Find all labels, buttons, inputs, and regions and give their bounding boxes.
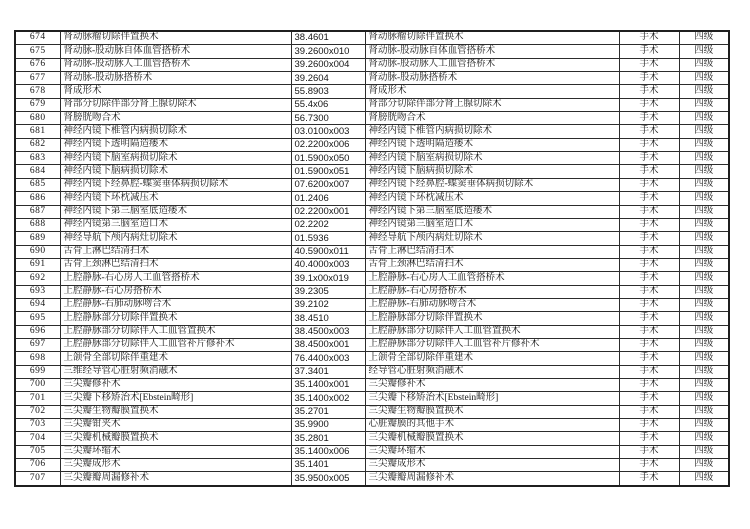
table-row xyxy=(15,352,729,365)
category-cell: 手术 xyxy=(619,45,679,58)
standard-procedure-name-cell: 神经内镜第三脑室造口术 xyxy=(365,218,619,231)
level-cell: 四级 xyxy=(679,245,729,258)
row-number-cell: 675 xyxy=(15,45,60,58)
row-number-cell: 685 xyxy=(15,178,60,191)
row-number-cell: 692 xyxy=(15,272,60,285)
table-row xyxy=(15,258,729,271)
category-cell: 手术 xyxy=(619,178,679,191)
table-row xyxy=(15,138,729,151)
level-cell: 四级 xyxy=(679,218,729,231)
level-cell: 四级 xyxy=(679,272,729,285)
category-cell: 手术 xyxy=(619,405,679,418)
procedure-code-cell: 40.4000x003 xyxy=(291,258,365,271)
row-number-cell: 697 xyxy=(15,338,60,351)
row-number-cell: 680 xyxy=(15,112,60,125)
row-number-cell: 688 xyxy=(15,218,60,231)
standard-procedure-name-cell: 上腔静脉部分切除伴置换术 xyxy=(365,312,619,325)
table-row xyxy=(15,205,729,218)
standard-procedure-name-cell: 三尖瓣成形术 xyxy=(365,459,619,472)
category-cell: 手术 xyxy=(619,192,679,205)
procedure-code-cell: 40.5900x011 xyxy=(291,245,365,258)
row-number-cell: 683 xyxy=(15,152,60,165)
standard-procedure-name-cell: 神经内镜下第三脑室底造瘘术 xyxy=(365,205,619,218)
procedure-name-cell: 上颌骨全部切除伴重建术 xyxy=(60,352,291,365)
procedure-name-cell: 肾动脉-股动脉自体血管搭桥术 xyxy=(60,45,291,58)
standard-procedure-name-cell: 神经内镜下透明隔造瘘术 xyxy=(365,138,619,151)
category-cell: 手术 xyxy=(619,205,679,218)
procedure-name-cell: 肾膀胱吻合术 xyxy=(60,112,291,125)
procedure-code-cell: 56.7300 xyxy=(291,112,365,125)
table-row xyxy=(15,298,729,311)
table-row xyxy=(15,112,729,125)
table-row xyxy=(15,405,729,418)
table-row xyxy=(15,312,729,325)
procedure-name-cell: 神经内镜下脑病损切除术 xyxy=(60,165,291,178)
procedure-name-cell: 上腔静脉部分切除伴置换术 xyxy=(60,312,291,325)
category-cell: 手术 xyxy=(619,445,679,458)
table-row xyxy=(15,152,729,165)
procedure-code-cell: 39.2604 xyxy=(291,72,365,85)
category-cell: 手术 xyxy=(619,245,679,258)
table-row xyxy=(15,432,729,445)
table-row xyxy=(15,272,729,285)
level-cell: 四级 xyxy=(679,352,729,365)
category-cell: 手术 xyxy=(619,312,679,325)
level-cell: 四级 xyxy=(679,459,729,472)
category-cell: 手术 xyxy=(619,72,679,85)
row-number-cell: 700 xyxy=(15,378,60,391)
procedure-name-cell: 神经内镜下第三脑室底造瘘术 xyxy=(60,205,291,218)
procedure-name-cell: 神经内镜下透明隔造瘘术 xyxy=(60,138,291,151)
row-number-cell: 687 xyxy=(15,205,60,218)
procedure-code-cell: 55.8903 xyxy=(291,85,365,98)
table-row xyxy=(15,232,729,245)
row-number-cell: 702 xyxy=(15,405,60,418)
standard-procedure-name-cell: 肾动脉瘤切除伴置换术 xyxy=(365,31,619,45)
procedure-code-cell: 35.1400x001 xyxy=(291,378,365,391)
table-row xyxy=(15,31,729,45)
row-number-cell: 681 xyxy=(15,125,60,138)
level-cell: 四级 xyxy=(679,378,729,391)
standard-procedure-name-cell: 上腔静脉-右肺动脉吻合术 xyxy=(365,298,619,311)
level-cell: 四级 xyxy=(679,98,729,111)
level-cell: 四级 xyxy=(679,31,729,45)
level-cell: 四级 xyxy=(679,258,729,271)
procedure-name-cell: 神经导航下颅内病灶切除术 xyxy=(60,232,291,245)
procedure-name-cell: 神经内镜第三脑室造口术 xyxy=(60,218,291,231)
table-row xyxy=(15,365,729,378)
category-cell: 手术 xyxy=(619,365,679,378)
standard-procedure-name-cell: 舌骨上颈淋巴结清扫术 xyxy=(365,258,619,271)
table-row xyxy=(15,472,729,486)
row-number-cell: 694 xyxy=(15,298,60,311)
procedure-code-cell: 35.2701 xyxy=(291,405,365,418)
table-row xyxy=(15,419,729,432)
level-cell: 四级 xyxy=(679,445,729,458)
procedure-name-cell: 三尖瓣生物瓣膜置换术 xyxy=(60,405,291,418)
standard-procedure-name-cell: 神经内镜下经鼻腔-蝶窦垂体病损切除术 xyxy=(365,178,619,191)
procedure-code-cell: 35.9900 xyxy=(291,419,365,432)
procedure-name-cell: 三尖瓣成形术 xyxy=(60,459,291,472)
category-cell: 手术 xyxy=(619,472,679,486)
table-row xyxy=(15,245,729,258)
standard-procedure-name-cell: 神经内镜下环枕减压术 xyxy=(365,192,619,205)
table-row xyxy=(15,178,729,191)
level-cell: 四级 xyxy=(679,125,729,138)
procedure-code-cell: 01.2406 xyxy=(291,192,365,205)
procedure-name-cell: 神经内镜下椎管内病损切除术 xyxy=(60,125,291,138)
procedure-code-cell: 07.6200x007 xyxy=(291,178,365,191)
standard-procedure-name-cell: 肾动脉-股动脉人工血管搭桥术 xyxy=(365,58,619,71)
standard-procedure-name-cell: 神经内镜下脑病损切除术 xyxy=(365,165,619,178)
procedure-name-cell: 上腔静脉部分切除伴人工血管置换术 xyxy=(60,325,291,338)
standard-procedure-name-cell: 上腔静脉-右心房搭桥术 xyxy=(365,285,619,298)
level-cell: 四级 xyxy=(679,298,729,311)
category-cell: 手术 xyxy=(619,325,679,338)
procedure-name-cell: 三尖瓣瓣周漏修补术 xyxy=(60,472,291,486)
procedure-name-cell: 三尖瓣环缩术 xyxy=(60,445,291,458)
table-row xyxy=(15,459,729,472)
level-cell: 四级 xyxy=(679,285,729,298)
procedure-code-cell: 02.2200x001 xyxy=(291,205,365,218)
procedure-name-cell: 肾动脉瘤切除伴置换术 xyxy=(60,31,291,45)
category-cell: 手术 xyxy=(619,85,679,98)
table-row xyxy=(15,392,729,405)
category-cell: 手术 xyxy=(619,98,679,111)
standard-procedure-name-cell: 上颌骨全部切除伴重建术 xyxy=(365,352,619,365)
level-cell: 四级 xyxy=(679,165,729,178)
procedure-name-cell: 神经内镜下脑室病损切除术 xyxy=(60,152,291,165)
table-row xyxy=(15,85,729,98)
level-cell: 四级 xyxy=(679,112,729,125)
category-cell: 手术 xyxy=(619,459,679,472)
row-number-cell: 705 xyxy=(15,445,60,458)
procedure-name-cell: 三尖瓣钳夹术 xyxy=(60,419,291,432)
procedure-code-cell: 39.2102 xyxy=(291,298,365,311)
procedure-code-cell: 35.1400x006 xyxy=(291,445,365,458)
category-cell: 手术 xyxy=(619,232,679,245)
standard-procedure-name-cell: 神经内镜下脑室病损切除术 xyxy=(365,152,619,165)
category-cell: 手术 xyxy=(619,218,679,231)
category-cell: 手术 xyxy=(619,298,679,311)
row-number-cell: 701 xyxy=(15,392,60,405)
procedure-code-cell: 39.2305 xyxy=(291,285,365,298)
level-cell: 四级 xyxy=(679,205,729,218)
procedure-name-cell: 上腔静脉-右心房搭桥术 xyxy=(60,285,291,298)
table-row xyxy=(15,58,729,71)
row-number-cell: 696 xyxy=(15,325,60,338)
level-cell: 四级 xyxy=(679,58,729,71)
row-number-cell: 698 xyxy=(15,352,60,365)
procedure-code-cell: 38.4601 xyxy=(291,31,365,45)
table-row xyxy=(15,218,729,231)
procedure-name-cell: 上腔静脉-右肺动脉吻合术 xyxy=(60,298,291,311)
level-cell: 四级 xyxy=(679,312,729,325)
row-number-cell: 678 xyxy=(15,85,60,98)
table-row xyxy=(15,45,729,58)
procedure-name-cell: 上腔静脉-右心房人工血管搭桥术 xyxy=(60,272,291,285)
standard-procedure-name-cell: 肾成形术 xyxy=(365,85,619,98)
procedure-table-body xyxy=(15,31,729,486)
standard-procedure-name-cell: 肾动脉-股动脉搭桥术 xyxy=(365,72,619,85)
standard-procedure-name-cell: 三尖瓣瓣周漏修补术 xyxy=(365,472,619,486)
category-cell: 手术 xyxy=(619,285,679,298)
table-row xyxy=(15,72,729,85)
row-number-cell: 677 xyxy=(15,72,60,85)
procedure-name-cell: 舌骨上颈淋巴结清扫术 xyxy=(60,258,291,271)
level-cell: 四级 xyxy=(679,432,729,445)
row-number-cell: 703 xyxy=(15,419,60,432)
procedure-code-cell: 01.5900x051 xyxy=(291,165,365,178)
standard-procedure-name-cell: 三尖瓣下移矫治术[Ebstein畸形] xyxy=(365,392,619,405)
category-cell: 手术 xyxy=(619,58,679,71)
category-cell: 手术 xyxy=(619,258,679,271)
level-cell: 四级 xyxy=(679,392,729,405)
level-cell: 四级 xyxy=(679,365,729,378)
level-cell: 四级 xyxy=(679,152,729,165)
level-cell: 四级 xyxy=(679,338,729,351)
table-row xyxy=(15,378,729,391)
row-number-cell: 686 xyxy=(15,192,60,205)
procedure-code-cell: 39.2600x010 xyxy=(291,45,365,58)
table-row xyxy=(15,192,729,205)
category-cell: 手术 xyxy=(619,125,679,138)
row-number-cell: 707 xyxy=(15,472,60,486)
standard-procedure-name-cell: 上腔静脉-右心房人工血管搭桥术 xyxy=(365,272,619,285)
table-row xyxy=(15,165,729,178)
procedure-name-cell: 肾成形术 xyxy=(60,85,291,98)
procedure-code-cell: 35.2801 xyxy=(291,432,365,445)
procedure-code-cell: 38.4500x001 xyxy=(291,338,365,351)
procedure-name-cell: 三尖瓣下移矫治术[Ebstein畸形] xyxy=(60,392,291,405)
category-cell: 手术 xyxy=(619,432,679,445)
category-cell: 手术 xyxy=(619,138,679,151)
procedure-code-cell: 35.1400x002 xyxy=(291,392,365,405)
row-number-cell: 674 xyxy=(15,31,60,45)
level-cell: 四级 xyxy=(679,419,729,432)
level-cell: 四级 xyxy=(679,138,729,151)
procedure-name-cell: 肾动脉-股动脉搭桥术 xyxy=(60,72,291,85)
procedure-name-cell: 三维经导管心脏射频消融术 xyxy=(60,365,291,378)
procedure-code-cell: 38.4500x003 xyxy=(291,325,365,338)
standard-procedure-name-cell: 神经内镜下椎管内病损切除术 xyxy=(365,125,619,138)
table-row xyxy=(15,325,729,338)
procedure-code-cell: 55.4x06 xyxy=(291,98,365,111)
category-cell: 手术 xyxy=(619,272,679,285)
category-cell: 手术 xyxy=(619,352,679,365)
procedure-name-cell: 神经内镜下环枕减压术 xyxy=(60,192,291,205)
table-row xyxy=(15,98,729,111)
level-cell: 四级 xyxy=(679,72,729,85)
level-cell: 四级 xyxy=(679,405,729,418)
standard-procedure-name-cell: 心脏瓣膜的其他手术 xyxy=(365,419,619,432)
category-cell: 手术 xyxy=(619,112,679,125)
level-cell: 四级 xyxy=(679,85,729,98)
standard-procedure-name-cell: 上腔静脉部分切除伴人工血管置换术 xyxy=(365,325,619,338)
table-row xyxy=(15,125,729,138)
procedure-name-cell: 三尖瓣机械瓣膜置换术 xyxy=(60,432,291,445)
level-cell: 四级 xyxy=(679,178,729,191)
procedure-code-cell: 01.5900x050 xyxy=(291,152,365,165)
standard-procedure-name-cell: 三尖瓣生物瓣膜置换术 xyxy=(365,405,619,418)
table-row xyxy=(15,338,729,351)
category-cell: 手术 xyxy=(619,392,679,405)
table-row xyxy=(15,445,729,458)
row-number-cell: 706 xyxy=(15,459,60,472)
standard-procedure-name-cell: 舌骨上淋巴结清扫术 xyxy=(365,245,619,258)
procedure-name-cell: 三尖瓣修补术 xyxy=(60,378,291,391)
procedure-name-cell: 舌骨上淋巴结清扫术 xyxy=(60,245,291,258)
row-number-cell: 689 xyxy=(15,232,60,245)
row-number-cell: 695 xyxy=(15,312,60,325)
standard-procedure-name-cell: 三尖瓣机械瓣膜置换术 xyxy=(365,432,619,445)
category-cell: 手术 xyxy=(619,419,679,432)
category-cell: 手术 xyxy=(619,378,679,391)
level-cell: 四级 xyxy=(679,472,729,486)
row-number-cell: 691 xyxy=(15,258,60,271)
procedure-code-cell: 37.3401 xyxy=(291,365,365,378)
procedure-code-cell: 38.4510 xyxy=(291,312,365,325)
procedure-code-cell: 35.1401 xyxy=(291,459,365,472)
row-number-cell: 693 xyxy=(15,285,60,298)
standard-procedure-name-cell: 神经导航下颅内病灶切除术 xyxy=(365,232,619,245)
category-cell: 手术 xyxy=(619,31,679,45)
row-number-cell: 676 xyxy=(15,58,60,71)
procedure-name-cell: 肾部分切除伴部分肾上腺切除术 xyxy=(60,98,291,111)
category-cell: 手术 xyxy=(619,152,679,165)
level-cell: 四级 xyxy=(679,45,729,58)
row-number-cell: 679 xyxy=(15,98,60,111)
level-cell: 四级 xyxy=(679,325,729,338)
procedure-code-cell: 03.0100x003 xyxy=(291,125,365,138)
standard-procedure-name-cell: 肾部分切除伴部分肾上腺切除术 xyxy=(365,98,619,111)
procedure-name-cell: 神经内镜下经鼻腔-蝶窦垂体病损切除术 xyxy=(60,178,291,191)
standard-procedure-name-cell: 经导管心脏射频消融术 xyxy=(365,365,619,378)
procedure-level-table xyxy=(14,30,730,487)
category-cell: 手术 xyxy=(619,165,679,178)
table-row xyxy=(15,285,729,298)
row-number-cell: 684 xyxy=(15,165,60,178)
procedure-name-cell: 肾动脉-股动脉人工血管搭桥术 xyxy=(60,58,291,71)
standard-procedure-name-cell: 三尖瓣环缩术 xyxy=(365,445,619,458)
level-cell: 四级 xyxy=(679,192,729,205)
standard-procedure-name-cell: 上腔静脉部分切除伴人工血管补片修补术 xyxy=(365,338,619,351)
row-number-cell: 699 xyxy=(15,365,60,378)
procedure-code-cell: 02.2200x006 xyxy=(291,138,365,151)
level-cell: 四级 xyxy=(679,232,729,245)
procedure-code-cell: 39.1x00x019 xyxy=(291,272,365,285)
row-number-cell: 690 xyxy=(15,245,60,258)
category-cell: 手术 xyxy=(619,338,679,351)
procedure-code-cell: 35.9500x005 xyxy=(291,472,365,486)
row-number-cell: 704 xyxy=(15,432,60,445)
standard-procedure-name-cell: 三尖瓣修补术 xyxy=(365,378,619,391)
standard-procedure-name-cell: 肾动脉-股动脉自体血管搭桥术 xyxy=(365,45,619,58)
procedure-code-cell: 02.2202 xyxy=(291,218,365,231)
procedure-code-cell: 39.2600x004 xyxy=(291,58,365,71)
procedure-code-cell: 76.4400x003 xyxy=(291,352,365,365)
standard-procedure-name-cell: 肾膀胱吻合术 xyxy=(365,112,619,125)
row-number-cell: 682 xyxy=(15,138,60,151)
procedure-name-cell: 上腔静脉部分切除伴人工血管补片修补术 xyxy=(60,338,291,351)
procedure-code-cell: 01.5936 xyxy=(291,232,365,245)
